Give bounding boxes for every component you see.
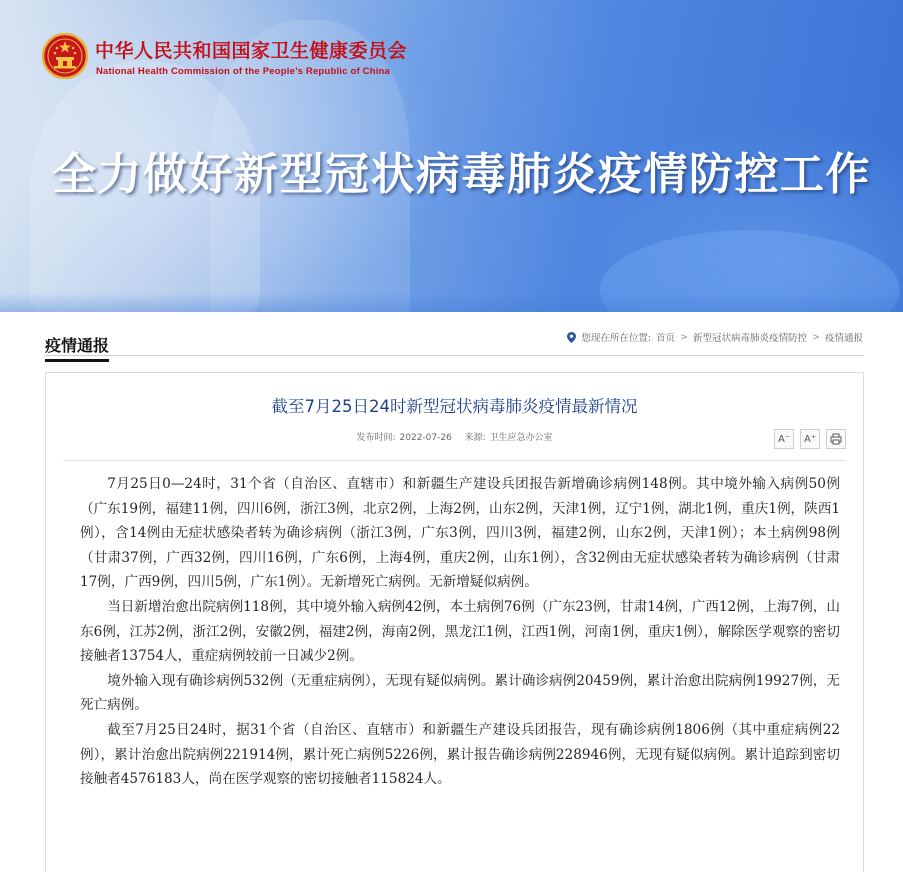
article-meta <box>46 430 863 443</box>
article-tools <box>774 429 846 449</box>
location-pin-icon <box>567 332 576 343</box>
breadcrumb-prefix: 您现在所在位置: <box>581 333 652 344</box>
article-paragraph: 7月25日0—24时，31个省（自治区、直辖市）和新疆生产建设兵团报告新增确诊病例148例。其中境外输入病例50例（广东19例，福建11例，四川6例，浙江3例，北京2例，上海2例，山东2例，天津1例，辽宁1例，湖北1例，重庆1例，陕西1例），含14例由无症状感染者转为确诊病例（浙江3例，广东3例，四川3例，福建2例，山东2例，天津1例）；本土病例98例（甘肃37例，广西32例，四川16例，广东6例，上海4例，重庆2例，山东1例），含32例由无症状感染者转为确诊病例（甘肃17例，广西9例，四川5例，广东1例）。无新增死亡病例。无新增疑似病例。 <box>80 476 840 591</box>
printer-icon <box>830 433 842 445</box>
banner-stripe <box>0 292 903 312</box>
national-emblem-icon[interactable] <box>42 33 88 79</box>
article-title: 截至7月25日24时新型冠状病毒肺炎疫情最新情况 <box>271 397 638 416</box>
article-paragraph: 当日新增治愈出院病例118例，其中境外输入病例42例，本土病例76例（广东23例，甘肃14例，广西12例，上海7例，山东6例，江苏2例，浙江2例，安徽2例，福建2例，海南2例，黑龙江1例，江西1例，河南1例，重庆1例），解除医学观察的密切接触者13754人，重症病例较前一日减少2例。 <box>80 598 840 665</box>
header-banner <box>0 0 903 312</box>
site-title-en[interactable]: National Health Commission of the People’s Republic of China <box>96 66 391 77</box>
font-smaller-button[interactable]: A⁻ <box>774 429 794 449</box>
publish-label: 发布时间: <box>356 433 396 443</box>
article-body <box>80 472 840 792</box>
article-paragraph: 截至7月25日24时，据31个省（自治区、直辖市）和新疆生产建设兵团报告，现有确诊病例1806例（其中重症病例22例），累计治愈出院病例221914例，累计死亡病例5226例，累计报告确诊病例228946例，无现有疑似病例。累计追踪到密切接触者4576183人，尚在医学观察的密切接触者115824人。 <box>80 721 840 788</box>
breadcrumb-home-link[interactable]: 首页 <box>656 333 676 344</box>
site-title-cn[interactable]: 中华人民共和国国家卫生健康委员会 <box>95 40 408 62</box>
article-divider <box>63 460 846 461</box>
banner-slogan: 全力做好新型冠状病毒肺炎疫情防控工作 <box>52 149 871 200</box>
font-larger-button[interactable]: A⁺ <box>800 429 820 449</box>
breadcrumb-current[interactable]: 疫情通报 <box>824 333 863 344</box>
article-card <box>45 372 864 872</box>
print-button[interactable] <box>826 429 846 449</box>
section-divider <box>45 355 864 356</box>
breadcrumb <box>567 330 863 344</box>
breadcrumb-separator: > <box>680 331 688 343</box>
breadcrumb-separator: > <box>812 331 820 343</box>
publish-date: 2022-07-26 <box>399 433 452 443</box>
section-title: 疫情通报 <box>45 333 109 362</box>
breadcrumb-covid-link[interactable]: 新型冠状病毒肺炎疫情防控 <box>693 333 808 344</box>
article-paragraph: 境外输入现有确诊病例532例（无重症病例），无现有疑似病例。累计确诊病例20459例，累计治愈出院病例19927例，无死亡病例。 <box>80 672 840 714</box>
source-value: 卫生应急办公室 <box>489 433 553 443</box>
source-label: 来源: <box>464 433 486 443</box>
